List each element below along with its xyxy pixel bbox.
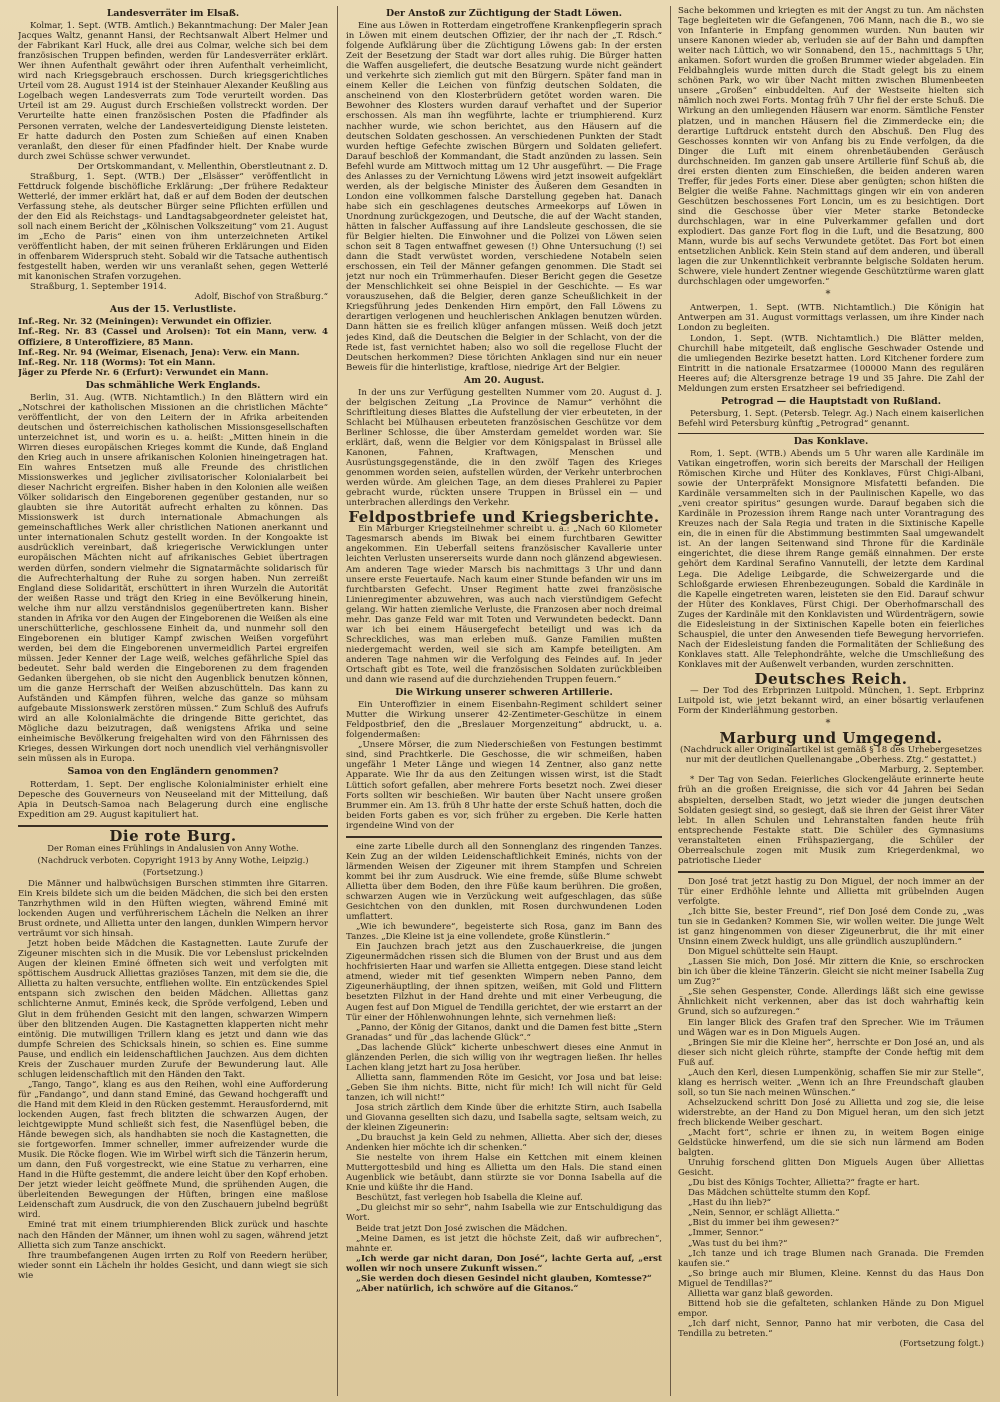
serial-paragraph: „Nein, Sennor, er schlägt Allietta.“ xyxy=(688,1208,840,1219)
column-3 xyxy=(678,6,984,1396)
serial-paragraph: Jetzt hoben beide Mädchen die Kastagnetten. Laute Zurufe der Zigeuner mischten sich in die Musik. Die vor Lebenslust prickelnden Augen der kleinen Eminé öffneten sich weit und verfolgten mit spöttischem Ausdruck Alliettas graziöses Tanzen, mit dem sie die, die Allietta zu halten versuchte, entfliehen wollte. Ein entzückendes Spiel entspann sich zwischen den beiden Mädchen. Alliettas ganz schlichterne Anmut, Eminés keck, die Spröde verfolgend, Leben und Glut in dem frühenden Gesicht mit den langen, schwarzen Wimpern über den blitzenden Augen. Die Kastagnetten klapperten nicht mehr eintönig. Die mutwilligen Trillern klang es jetzt und dann wie das dumpfe Schreien des Schicksals hinein, so schien es. Eine summe Pause, und endlich ein leidenschaftlichen Jauchzen. Aus dem dichten Kreis der Zuschauer murden Zurufe der Bewunderung laut. Alle schlugen leidenschaftlich mit den Händen den Takt. xyxy=(18,939,328,1080)
serial-paragraph: „Tango, Tango“, klang es aus den Reihen, wohl eine Aufforderung für „Fandango“, und dann stand Eminé, das Gewand hochgerafft und die Hand mit dem Kleid in den Rücken gestemmt. Herausfordernd, mit lockenden Augen, fast frech blitzten die schwarzen Augen, der leichtgewippte Mund schließt sich fest, die Nasenflügel beben, die Hände bewegen sich, als handhabten sie noch die Kastagnetten, die sie fortgeworfen. Immer schneller, immer aufreizender wurde die Musik. Die Röcke flogen. Wie im Wirbel wirft sich die Tänzerin herum, um dann, den Fuß vorgestreckt, wie eine Statue zu verharren, eine Hand in die Hüfte gestemmt, die andere leicht über den Kopf erhoben. Der jetzt wieder leicht geöffnete Mund, die sprühenden Augen, die überleitenden Bewegungen der Hüften, bringen eine maßlose Leidenschaft zum Ausdruck, die von den Zuschauern jubelnd begrüßt wird. xyxy=(18,1079,328,1221)
serial-footer: (Fortsetzung folgt.) xyxy=(899,1339,984,1349)
article-wirkung-letter: „Unsere Mörser, die zum Niederschießen von Festungen bestimmt sind, sind Prachtkerle. Die Geschosse, die wir schmeißen, haben ungefähr 1 Meter Länge und wiegen 14 Zentner, also ganz nette Apparate. Wie Ihr da aus den Zeitungen wissen wirst, ist die Stadt Lüttich sofort gefallen, aber mehrere Forts besetzt noch. Zwei dieser Forts sollten wir beschießen. Wir bauten über Nacht unsere großen Brummer ein. Am 13. früh 8 Uhr hatte der erste Schuß hatten, doch die beiden Forts gaben es vor, sich früher zu ergeben. Die Kerle hatten irgendeine Wind von der xyxy=(346,740,662,831)
casualty-item: Inf.-Reg. Nr. 118 (Worms): Tot ein Mann. xyxy=(18,357,216,368)
article-strassburg-date: Straßburg, 1. September 1914. xyxy=(30,282,167,293)
divider-star: * xyxy=(825,718,837,730)
serial-paragraph: eine zarte Libelle durch all den Sonnenglanz des ringenden Tanzes. Kein Zug an der wilden Leidenschaftlichkeit Eminés, nichts von der lärmenden Weisen der Zigeuner mit ihrem Stampfen und Schreien kommt bei ihr zum Ausdruck. Wie eine fremde, süße Blume schwebt Allietta über dem Boden, den ihre Füße kaum berühren. Die großen, schwarzen Augen wie in Verzückung weit aufgeschlagen, das süße Gesichtchen von den dunklen, mit Rosen durchwundenen Loden umflattert. xyxy=(346,841,662,923)
serial-paragraph: Don José trat jetzt hastig zu Don Miguel, der noch immer an der Tür einer Erdhöhle lehnte und Allietta mit grübelnden Augen verfolgte. xyxy=(678,876,984,907)
serial-paragraph: „Ich bitte Sie, bester Freund“, rief Don José dem Conde zu, „was tun sie in Gedanken? Kommen Sie, wir wollen weiter. Die junge Welt ist ganz hingenommen von dieser Zigeunerbrut, die ihr mit einer Unsinn einem Zweck huldigt, uns alle gründlich auszuplündern.“ xyxy=(678,906,984,948)
article-sedan: * Der Tag von Sedan. Feierliches Glockengeläute erinnerte heute früh an die großen Ereignisse, die sich vor 44 Jahren bei Sedan abspielten, derselben Stadt, wo jetzt wieder die jungen deutschen Soldaten gesiegt sind, so gesiegt, daß sie ihren der Geist ihrer Väter lebt. In allen Schulen und Lehranstalten fanden heute früh entsprechende Festakte statt. Die Schüler des Gymnasiums veranstalteten einen Frühspaziergang, die Schüler der Oberrealschule zogen mit Musik zum Kriegerdenkmal, wo patriotische Lieder xyxy=(678,775,984,866)
headline-englands-werk: Das schmähliche Werk Englands. xyxy=(85,379,261,391)
article-rom: Rom, 1. Sept. (WTB.) Abends um 5 Uhr waren alle Kardinäle im Vatikan eingetroffen, worin sich bereits der Marschall der Heiligen Römischen Kirche und Hüter des Konklaves, Fürst Chigi-Albani, sowie der Unterpräfekt Monsignore Misfatetti befanden. Die Kardinäle versammelten sich in der Paulinischen Kapelle, wo das „veni creator spiritus“ gesungen wurde. Darauf begaben sich die Kardinäle in Prozession ihrem Range nach unter Vorantragung des Kreuzes nach der Sala Regia und traten in die Sixtinische Kapelle ein, die in einen für die Abstimmung bestimmten Saal umgewandelt ist. An der langen Seitenwand sind Throne für die Kardinäle eingerichtet, die diese ihrem Range gemäß einnahmen. Der erste gehört dem Kardinal Serafino Vannutelli, der letzte dem Kardinal Lega. Die Adelige Leibgarde, die Schweizergarde und die Schloßgarde erwiesen Ehrenbezeugungen. Sobald die Kardinäle in die Kapelle eingetreten waren, leisteten sie den Eid. Darauf schwur der Hüter des Konklaves, Fürst Chigi. Der Oberhofmarschall des Zuges der Kardinäle mit den Konklavisten und Würdenträgern, sowie die Eidesleistung in der Sixtinischen Kapelle boten ein feierliches Schauspiel, die unter den Anwesenden tiefe Bewegung hervorriefen. Nach der Eidesleistung fanden die Formalitäten der Schließung des Konklaves statt. Alle Telephondrähte, welche die Umschließung des Konklaves mit der Außenwelt verbanden, wurden zerschnitten. xyxy=(678,448,984,670)
headline-verlustliste: Aus der 15. Verlustliste. xyxy=(109,304,237,316)
serial-paragraph: „Was tust du bei ihm?“ xyxy=(688,1238,788,1249)
serial-paragraph: Josa strich zärtlich dem Kinde über die erhitzte Stirn, auch Isabella und Giovanna gesellten sich dazu, und Isabella sagte, seltsam weich, zu der kleinen Zigeunerin: xyxy=(346,1102,662,1134)
serial-paragraph: „Sie werden doch diesen Gesindel nicht glauben, Komtesse?“ xyxy=(356,1273,652,1284)
headline-marburg: Marburg und Umgegend. xyxy=(719,729,943,748)
article-london: London, 1. Sept. (WTB. Nichtamtlich.) Die Blätter melden, Churchill habe mitgeteilt, daß englische Geschwader Ostende und die umliegenden Bezirke besetzt hatten. Lord Kitchener fordere zum Eintritt in die nationale Ersatzarmee (100000 Mann des regulären Heeres auf; die Altersgrenze betrage 19 und 35 Jahre. Die Zahl der Meldungen zum ersten Ersatzheer sei befriedigend. xyxy=(678,333,984,394)
headline-deutsches-reich: Deutsches Reich. xyxy=(754,670,908,688)
divider-star: * xyxy=(825,289,837,301)
headline-wirkung: Die Wirkung unserer schweren Artillerie. xyxy=(395,687,613,699)
article-antwerpen: Antwerpen, 1. Sept. (WTB. Nichtamtlich.) Die Königin hat Antwerpen am 31. August vormittags verlassen, um ihre Kinder nach London zu begleiten. xyxy=(678,303,984,334)
serial-continuation: (Fortsetzung.) xyxy=(142,866,204,877)
serial-paragraph: Beschützt, fast verlegen hob Isabella die Kleine auf. xyxy=(356,1193,583,1204)
marburg-date: Marburg, 2. September. xyxy=(879,765,984,776)
article-strassburg: Straßburg, 1. Sept. (WTB.) Der „Elsässer“ veröffentlicht in Fettdruck folgende bischöfliche Erklärung: „Der frühere Redakteur Wetterlé, der immer erklärt hat, daß er auf dem Boden der deutschen Verfassung stehe, als deutscher Bürger seine Pflichten erfüllen und der den Eid als Reichstags- und Landtagsabgeordneter geleistet hat, soll nach einem Bericht der „Kölnischen Volkszeitung“ vom 21. August im „Echo de Paris“ einen von ihm unterzeichneten Artikel veröffentlicht haben, der mit seinen früheren Erklärungen und Eiden in offenbarem Widerspruch steht. Sobald wir die Tatsache authentisch festgestellt haben, werden wir uns veranlaßt sehen, gegen Wetterlé mit kanonischen Strafen vorzugehen. xyxy=(18,171,328,283)
headline-landesverraeter: Landesverräter im Elsaß. xyxy=(106,8,240,19)
headline-petrograd: Petrograd — die Hauptstadt von Rußland. xyxy=(721,395,941,407)
serial-paragraph: „Aber natürlich, ich schwöre auf die Gitanos.“ xyxy=(356,1283,579,1294)
section-divider xyxy=(678,871,984,873)
serial-copyright: (Nachdruck verboten. Copyright 1913 by Anny Wothe, Leipzig.) xyxy=(37,854,309,865)
casualty-item: Inf.-Reg. Nr. 83 (Cassel und Arolsen): Tot ein Mann, verw. 4 Offiziere, 8 Unteroffiziere, 85 Mann. xyxy=(18,327,328,348)
column-rule xyxy=(337,6,338,1396)
serial-paragraph: Beide trat jetzt Don José zwischen die Mädchen. xyxy=(356,1223,568,1234)
serial-paragraph: Allietta sann, flammenden Röte im Gesicht, vor Josa und bat leise: „Geben Sie ihm nichts. Bitte, nicht für mich! Ich will nicht für Geld tanzen, ich will nicht!“ xyxy=(346,1072,662,1103)
serial-paragraph: Sie nestelte von ihrem Halse ein Kettchen mit einem kleinen Muttergottesbild und hing es Allietta um den Hals. Die stand einen Augenblick wie betäubt, dann stürzte sie vor Donna Isabella auf die Knie und küßte ihr die Hand. xyxy=(346,1153,662,1194)
serial-paragraph: „Du brauchst ja kein Geld zu nehmen, Allietta. Aber sich der, dieses Andenken hier möchte ich dir schenken.“ xyxy=(346,1133,662,1154)
serial-paragraph: „Immer, Sennor.“ xyxy=(688,1228,764,1239)
serial-paragraph: „Sie sehen Gespenster, Conde. Allerdings läßt sich eine gewisse Ähnlichkeit nicht verkennen, aber das ist doch wahrhaftig kein Grund, sich so aufzuregen.“ xyxy=(678,987,984,1018)
article-kolmar: Kolmar, 1. Sept. (WTB. Amtlich.) Bekanntmachung: Der Maler Jean Jacques Waltz, genannt Hansi, der Rechtsanwalt Albert Helmer und der Fabrikant Karl Huck, alle drei aus Colmar, welche sich bei dem französischen Truppen befinden, werden für Landesverräter erklärt. Wer ihnen Aufenthalt gewährt oder ihren Aufenthalt verheimlicht, wird nach Kriegsgebrauch erschossen. Durch kriegsgerichtliches Urteil vom 28. August 1914 ist der Steinhauer Alexander Keußling aus Logelbach wegen Landesverrats zum Tode verurteilt worden. Das Urteil ist am 29. August durch Erschießen vollstreckt worden. Der Verurteilte hatte einen französischen Posten die Pfadfinder als Personen verraten, welche der Landesverteidigung Dienste leisteten. Er hatte dadurch den Posten zum Schießen auf einen Knaben veranlaßt, den dieser für einen Pfadfinder hielt. Der Knabe wurde durch zwei Schüsse schwer verwundet. xyxy=(18,21,328,162)
section-divider xyxy=(678,433,984,434)
serial-paragraph: Das Mädchen schüttelte stumm den Kopf. xyxy=(688,1188,871,1199)
serial-text xyxy=(18,879,328,1281)
article-luitpold: — Der Tod des Erbprinzen Luitpold. München, 1. Sept. Erbprinz Luitpold ist, wie jetzt bekannt wird, an einer bösartig verlaufenen Form der Kinderlähmung gestorben. xyxy=(678,686,984,717)
serial-paragraph: „Du bist des Königs Tochter, Allietta?“ fragte er hart. xyxy=(688,1178,920,1189)
serial-paragraph: „Bringen Sie mir die Kleine her“, herrschte er Don José an, und als dieser sich nicht gleich rührte, stampfte der Conde heftig mit dem Fuß auf. xyxy=(678,1037,984,1068)
serial-paragraph: „Macht fort“, schrie er ihnen zu, in weitem Bogen einige Geldstücke hinwerfend, um die sie sich nun lärmend am Boden balgten. xyxy=(678,1128,984,1159)
casualty-item: Inf.-Reg. Nr. 94 (Weimar, Eisenach, Jena): Verw. ein Mann. xyxy=(18,347,300,358)
marburg-copyright-note: (Nachdruck aller Originalartikel ist gemäß § 18 des Urhebergesetzes nur mit der deutlichen Quellenangabe „Oberhess. Ztg.“ gestattet.) xyxy=(680,745,982,766)
serial-paragraph: „Auch den Kerl, diesen Lumpenkönig, schaffen Sie mir zur Stelle“, klang es herrisch weiter. „Wenn ich an Ihre Freundschaft glauben soll, so tun Sie nach meinen Wünschen.“ xyxy=(678,1067,984,1098)
serial-paragraph: Unruhig forschend glitten Don Miguels Augen über Alliettas Gesicht. xyxy=(678,1158,984,1179)
serial-paragraph: Ein Jauchzen brach jetzt aus den Zuschauerkreise, die jungen Zigeunermädchen rissen sich die Blumen von der Brust und aus dem hochfrisierten Haar und warfen sie Allietta entgegen. Diese stand leicht atmend, wieder mit tief gesenkten Wimpern neben Panno, dem Zigeunerhäuptling, der ihnen spitzen, weißen, mit Gold und Flittern besetzten Filzhut in der Hand drehte und mit einer Verbeugung, die Augen fest auf Don Miguel de Tendilla gerichtet, der wie erstarrt an der Tür einer der Höhlenwohnungen lehnte, sich vernehmen ließ: xyxy=(346,942,662,1023)
article-kolmar-signature: Der Ortskommandant, v. Mellenthin, Oberstleutnant z. D. xyxy=(77,161,328,172)
serial-paragraph: Bittend hob sie die gefalteten, schlanken Hände zu Don Miguel empor. xyxy=(678,1298,984,1319)
serial-paragraph: „Du gleichst mir so sehr“, nahm Isabella wie zur Entschuldigung das Wort. xyxy=(346,1203,662,1224)
serial-paragraph: „Ich tanze und ich trage Blumen nach Granada. Die Fremden kaufen sie.“ xyxy=(678,1248,984,1269)
headline-samoa: Samoa von den Engländern genommen? xyxy=(67,766,279,778)
serial-paragraph: „Meine Damen, es ist jetzt die höchste Zeit, daß wir aufbrechen“, mahnte er. xyxy=(346,1233,662,1254)
serial-paragraph: Eminé trat mit einem triumphierenden Blick zurück und haschte nach den Händen der Männer, um ihnen wohl zu sagen, während jetzt Allietta sich zum Tanze anschickt. xyxy=(18,1220,328,1251)
column-1 xyxy=(18,6,328,1396)
serial-paragraph: „Bist du immer bei ihm gewesen?“ xyxy=(688,1218,840,1229)
casualty-item: Inf.-Reg. Nr. 32 (Meiningen): Verwundet ein Offizier. xyxy=(18,317,272,328)
serial-paragraph: „Hast du ihn lieb?“ xyxy=(688,1198,772,1209)
article-loewen: Eine aus Löwen in Rotterdam eingetroffene Krankenpflegerin sprach in Löwen mit einem deutschen Offizier, der ihr nach der „T. Rdsch.“ folgende Aufklärung über die Züchtigung Löwens gab: In der ersten Zeit der Besetzung der Stadt war dort alles ruhig. Die Bürger hatten die Waffen ausgeliefert, die deutsche Besatzung wurde nicht geändert und verkehrte sich ziemlich gut mit den Bürgern. Später fand man in einem Keller die Leichen von fünfzig deutschen Soldaten, die anscheinend von den Klosterbrüdern getötet worden waren. Die Bewohner des Klosters wurden darauf verhaftet und der Superior erschossen. Als man ihn wegführte, lachte er triumphierend. Kurz nachher wurde, wie schon berichtet, aus den Häusern auf die deutschen Soldaten geschossen. An verschiedenen Punkten der Stadt wurden heftige Gefechte zwischen Bürgern und Soldaten geliefert. Darauf beschloß der Kommandant, die Stadt anzünden zu lassen. Sein Befehl wurde am Mittwoch mittag um 12 Uhr ausgeführt. — Die Frage des Anlasses zu der Vernichtung Löwens wird jetzt insoweit aufgeklärt werden, als der belgische Minister des Äußeren dem Gesandten in London eine vollkommen falsche Darstellung gegeben hat. Danach habe sich ein geschlagenes deutsches Armeekorps auf Löwen in Unordnung zurückgezogen, und Deutsche, die auf der Wacht standen, hätten in falscher Auffassung auf ihre Landsleute geschossen, die sie für Belgier hielten. Die Einwohner und die Polizei von Löwen seien schon seit 8 Tagen entwaffnet gewesen (!) Ohne Untersuchung (!) sei dann die Stadt verwüstet worden, verschiedene Notabeln seien erschossen, ein Teil der Männer gefangen genommen. Die Stadt sei jetzt nur noch ein Trümmerhaufen. Dieser Bericht gegen die Gesetze der Menschlichkeit sei ohne Beispiel in der Geschichte. — Es war vorauszusehen, daß die Belgier, deren ganze Scheußlichkeit in der Kriegsführung jedes Denkenden Hirn empört, den Fall Löwens zu derartigen verlogenen und heuchlerischen Anklagen benutzen würden. Dann hätten sie es freilich klüger anfangen müssen. Weiß doch jetzt jedes Kind, daß die Deutschen die Belgier in der Schlacht, von der die Rede ist, fast vernichtet haben; also wo soll die regellose Flucht der Deutschen herkommen? Diese törichten Anklagen sind nur ein neuer Beweis für die hinterlistige, kraftlose, niedrige Art der Belgier. xyxy=(346,21,662,373)
article-strassburg-signature: Adolf, Bischof von Straßburg.“ xyxy=(194,292,328,303)
serial-paragraph: Allietta war ganz blaß geworden. xyxy=(688,1288,833,1299)
article-feldpost: Ein Marburger Kriegsteilnehmer schreibt u. a.: „Nach 60 Kilometer Tagesmarsch abends im Biwak bei einem furchtbaren Gewitter angekommen. Ein Ueberfall seitens französischer Kavallerie unter leichten Verlusten unsererseits wurde dann noch glänzend abgewiesen. Am anderen Tage wieder Marsch bis nachmittags 3 Uhr und dann unsere erste Feuertaufe. Nach kaum einer Stunde befanden wir uns im furchtbarsten Gefecht. Unser Regiment hatte zwei französische Linienregimenter abzuwehren, was auch nach vierstündigem Gefecht gelang. Wir hatten ziemliche Verluste, die Franzosen aber noch dreimal mehr. Das ganze Feld war mit Toten und Verwundeten bedeckt. Dann war ich bei einem Häusergefecht beteiligt und was ich da Schreckliches, was man erleben muß. Ganze Familien mußten niedergemacht werden, weil sie sich am Kampfe beteiligten. Am anderen Tage nahmen wir die Verfolgung des Feindes auf. In jeder Ortschaft gibt es Tote, weil die französischen Soldaten zurückbleiben und dann wie rasend auf die durchziehenden Truppen feuern.“ xyxy=(346,524,662,686)
article-petersburg: Petersburg, 1. Sept. (Petersb. Telegr. Ag.) Nach einem kaiserlichen Befehl wird Petersburg künftig „Petrograd“ genannt. xyxy=(678,408,984,429)
serial-paragraph: „Ich darf nicht, Sennor, Panno hat mir verboten, die Casa del Tendilla zu betreten.“ xyxy=(678,1318,984,1339)
serial-paragraph: „So bringe auch mir Blumen, Kleine. Kennst du das Haus Don Miguel de Tendillas?“ xyxy=(678,1268,984,1289)
serial-paragraph: Don Miguel schüttelte sein Haupt. xyxy=(688,947,839,958)
serial-paragraph: Ein langer Blick des Grafen traf den Sprecher. Wie im Träumen und Wägen war es in Don Miguels Augen. xyxy=(678,1017,984,1038)
serial-paragraph: Ihre traumbefangenen Augen irrten zu Rolf von Reedern herüber, wieder sonnt ein Lächeln ihr holdes Gesicht, und dann wiegt sie sich wie xyxy=(18,1250,328,1281)
article-berlin: Berlin, 31. Aug. (WTB. Nichtamtlich.) In den Blättern wird ein „Notschrei der katholischen Missionen an die christlichen Mächte“ veröffentlicht, der von den Leitern der in Afrika arbeitenden deutschen und österreichischen katholischen Missionsgesellschaften unterzeichnet ist, und worin es u. a. heißt: „Mitten hinein in die Wirren dieses europäischen Krieges kommt die Kunde, daß England den Krieg auch in unsere afrikanischen Kolonien hineingetragen hat. Ein wahres Entsetzen muß alle Freunde des christlichen Missionswerkes und jeglicher zivilisatorischer Kolonialarbeit bei dieser Nachricht ergreifen. Bisher haben in den Kolonien alle weißen Völker solidarisch den Eingeborenen gegenüber gestanden, nur so glaubten sie ihre Autorität aufrecht erhalten zu können. Das Missionswerk ist durch internationale Abmachungen als gemeinschaftliches Werk aller christlichen Nationen anerkannt und unter internationalen Schutz gestellt worden. In der Kongoakte ist ausdrücklich vereinbart, daß kriegerische Verwicklungen unter europäischen Mächten nicht auf afrikanisches Gebiet übertragen werden dürfen, sondern vielmehr die Signatarmächte solidarisch für die Aufrechterhaltung der Ruhe zu sorgen haben. Nun zerreißt England diese Solidarität, erschüttert in ihren Wurzeln die Autorität der weißen Rasse und trägt den Krieg in eine Bevölkerung hinein, welche ihm nur allzu verständnislos gegenübertreten kann. Bisher standen in Afrika vor den Augen der Eingeborenen die Weißen als eine unerschütterliche, geschlossene Einheit da, und nunmehr soll den Eingeborenen ein blutiger Kampf zwischen Weißen vorgeführt werden, bei dem die Eingeborenen unvermeidlich Partei ergreifen müssen. Jeder Kenner der Lage weiß, welches gefährliche Spiel das bedeutet. Sehr bald werden die Eingeborenen zu dem fragenden Gedanken übergehen, ob sie nicht den Augenblick benutzen können, um die ganze Herrschaft der Weißen abzuschütteln. Das kann zu Aufständen und Kämpfen führen, welche das ganze so mühsam aufgebaute Missionswerk zerstören müssen.“ Zum Schluß des Aufrufs wird an alle Kolonialmächte die dringende Bitte gerichtet, das Mögliche dazu beizutragen, daß wenigstens Afrika und seine einheimische Bevölkerung freigehalten wird von den Fährnissen des Krieges, dessen Wirkungen dort noch unendlich viel verhängnisvoller sein müssen als in Europa. xyxy=(18,392,328,765)
headline-konklave: Das Konklave. xyxy=(793,435,869,447)
serial-paragraph: „Das lachende Glück“ kicherte unbeschwert dieses eine Anmut in glänzenden Perlen, die sich willig von ihr wegtragen ließen. Ihr helles Lachen klang jetzt hart zu Josa herüber. xyxy=(346,1042,662,1073)
article-20-august: In der uns zur Verfügung gestellten Nummer vom 20. August d. J. der belgischen Zeitung „La Province de Namur“ verhöhnt die Schriftleitung dieses Blattes die Aufstellung der vier erbeuteten, in der Schlacht bei Mülhausen erbeuteten französischen Geschütze vor dem Berliner Schlosse, die über Amsterdam gemeldet worden war. Sie erklärt, daß, wenn die Belgier vor dem Königspalast in Brüssel alle Kanonen, Fahnen, Kraftwagen, Menschen und Ausrüstungsgegenstände, die in den zwölf Tagen des Krieges genommen worden seien, aufstellen würden, der Verkehr unterbrochen werden würde. Am gleichen Tage, an dem dieses Prahlerei zu Papier gebracht wurde, rückten unsere Truppen in Brüssel ein — und unterbrachen allerdings den Verkehr. xyxy=(346,387,662,509)
column-rule xyxy=(670,6,671,1396)
serial-paragraph: Achselzuckend schritt Don José zu Allietta und zog sie, die leise widerstrebte, an der Hand zu Don Miguel heran, um den sich jetzt frech blickende Weiber geschart. xyxy=(678,1097,984,1128)
article-artillerie-continued: Sache bekommen und kriegten es mit der Angst zu tun. Am nächsten Tage begleiteten wir die Gefangenen, 706 Mann, nach die B., wo sie von Infanterie in Empfang genommen wurden. Nun bauten wir unsere Kanonen wieder ab, verluden sie auf der Bahn und dampften weiter nach Lüttich, wo wir Sonnabend, den 15., nachmittags 5 Uhr, ankamen. Sofort wurden die großen Brummer wieder abgeladen. Ein Feldbahngleis wurde mitten durch die Stadt gelegt bis zu einem schönen Park, wo wir über Nacht mitten zwischen Blumenbeeten unsere „Großen“ einbuddelten. Auf der Westseite hielten sich nämlich noch zwei Forts. Montag früh 7 Uhr fiel der erste Schuß. Die Wirkung an den umliegenden Häusern war enorm. Sämtliche Fenster platzen, und in manchen Häusern fiel die Zimmerdecke ein; die derartige Luftdruck entsteht durch den Abschuß. Den Flug des Geschosses konnten wir von Anfang bis zu Ende verfolgen, da die Dinger die Luft mit einem ohrenbetäubenden Geräusch durchschneiden. Im ganzen gab unsere Artillerie fünf Schuß ab, die drei ersten dienten zum Einschießen, die beiden anderen waren Treffer, für jedes Forts einer. Diese aber genügten; schon hißten die Belgier die weiße Fahne. Nachmittags gingen wir ein von anderen Geschützen beschossenes Fort Loncin, um es zu besichtigen. Dort sind die Geschosse über vier Meter starke Betondecke durchschlagen, war in eine Pulverkammer gefallen und dort explodiert. Das ganze Fort flog in die Luft, und die Besatzung, 800 Mann, wurde bis auf sechs Verwundete getötet. Das Fort bot einen entsetzlichen Anblick. Kein Stein stand auf dem anderen, und überall lagen die zur Unkenntlichkeit verbrannte belgische Soldaten herum. Schwere, viele hundert Zentner wiegende Geschütztürme waren glatt durchschlagen oder umgeworfen.“ xyxy=(678,6,984,288)
column-2 xyxy=(346,6,662,1396)
headline-rote-burg: Die rote Burg. xyxy=(109,826,237,845)
serial-paragraph: „Lassen Sie mich, Don José. Mir zittern die Knie, so erschrocken bin ich über die kleine Tänzerin. Gleicht sie nicht meiner Isabella Zug um Zug?“ xyxy=(678,957,984,988)
serial-paragraph: „Ich werde gar nicht daran, Don José“, lachte Gerta auf, „erst wollen wir noch unsere Zukunft wissen.“ xyxy=(346,1253,662,1274)
casualty-item: Jäger zu Pferde Nr. 6 (Erfurt): Verwundet ein Mann. xyxy=(18,367,269,378)
serial-paragraph: Die Männer und halbwüchsigen Burschen stimmten ihre Gitarren. Ein Kreis bildete sich um die beiden Mädchen, die sich bei den ersten Tanzrhythmen wild in den Hüften wiegten, während Eminé mit lockenden Augen und verführerischem Lächeln die Nelken an ihrer Brust ordnete, und Allietta unter den langen, dunklen Wimpern hervor verträumt vor sich hinsah. xyxy=(18,878,328,940)
serial-text xyxy=(346,842,662,1294)
headline-anstoss: Der Anstoß zur Züchtigung der Stadt Löwen. xyxy=(385,8,623,19)
serial-subtitle: Der Roman eines Frühlings in Andalusien von Anny Wothe. xyxy=(47,842,299,853)
headline-20-august: Am 20. August. xyxy=(463,374,545,386)
serial-text xyxy=(678,877,984,1339)
article-rotterdam: Rotterdam, 1. Sept. Der englische Kolonialminister erhielt eine Depesche des Gouverneurs von Neuseeland mit der Mitteilung, daß Apia in Deutsch-Samoa nach Belagerung durch eine englische Expedition am 29. August kapituliert hat. xyxy=(18,779,328,820)
section-divider xyxy=(346,836,662,838)
article-wirkung: Ein Unteroffizier in einem Eisenbahn-Regiment schildert seiner Mutter die Wirkung unserer 42-Zentimeter-Geschütze in einem Feldpostbrief, den die „Breslauer Morgenzeitung“ abdruckt, u. a. folgendermaßen: xyxy=(346,700,662,741)
serial-paragraph: „Wie ich bewundere“, begeisterte sich Rosa, ganz im Bann des Tanzes. „Die Kleine ist ja eine vollendete, große Künstlerin.“ xyxy=(346,922,662,943)
serial-paragraph: „Panno, der König der Gitanos, dankt und die Damen fest bitte „Stern Granadas“ und für „das lachende Glück“.“ xyxy=(346,1022,662,1043)
headline-feldpostbriefe: Feldpostbriefe und Kriegsberichte. xyxy=(348,508,660,527)
casualty-list xyxy=(18,317,328,377)
